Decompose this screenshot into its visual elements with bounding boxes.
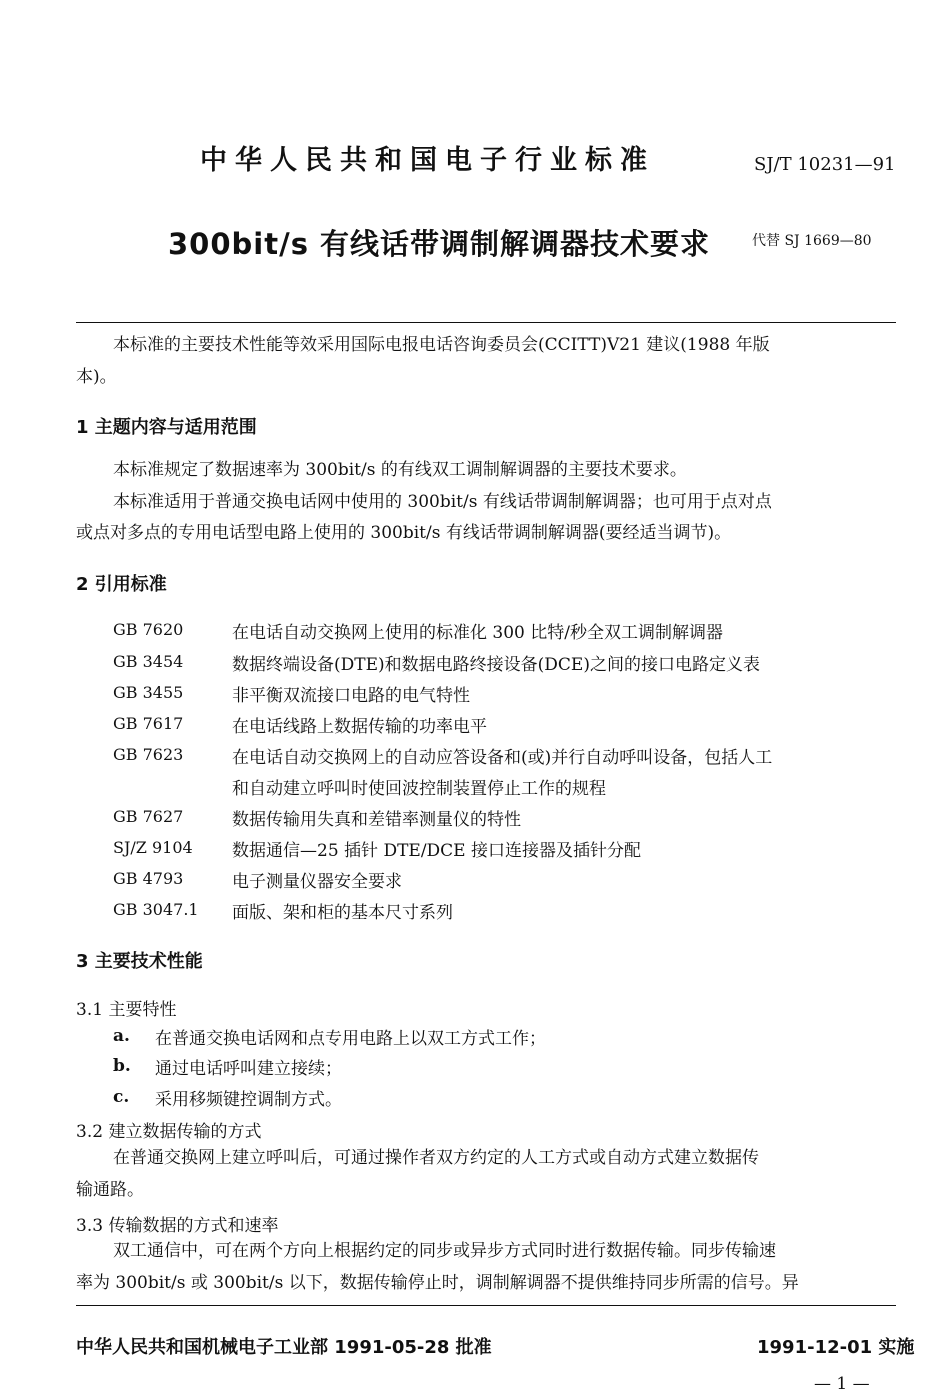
page-number: — 1 —	[814, 1374, 870, 1394]
section-1-para-2-line-1: 本标准适用于普通交换电话网中使用的 300bit/s 有线话带调制解调器；也可用于点对点	[113, 492, 772, 512]
ref-title: 在电话自动交换网上的自动应答设备和(或)并行自动呼叫设备，包括人工	[232, 748, 773, 768]
section-3-3-line-2: 率为 300bit/s 或 300bit/s 以下，数据传输停止时，调制解调器不提供维持同步所需的信号。异	[76, 1273, 799, 1293]
ref-code: GB 4793	[113, 869, 184, 888]
list-marker: c.	[113, 1087, 130, 1107]
ref-code: GB 3455	[113, 683, 184, 702]
section-3-2-line-1: 在普通交换网上建立呼叫后，可通过操作者双方约定的人工方式或自动方式建立数据传	[113, 1148, 759, 1168]
ref-title: 数据传输用失真和差错率测量仪的特性	[232, 810, 521, 830]
section-3-2-heading: 3.2 建立数据传输的方式	[76, 1122, 262, 1142]
section-3-heading: 3 主要技术性能	[76, 951, 203, 972]
ref-code: GB 7623	[113, 745, 184, 764]
section-2-heading: 2 引用标准	[76, 574, 167, 595]
list-item: 通过电话呼叫建立接续；	[155, 1059, 342, 1079]
section-3-3-heading: 3.3 传输数据的方式和速率	[76, 1216, 279, 1236]
ref-title: 数据通信—25 插针 DTE/DCE 接口连接器及插针分配	[232, 841, 641, 861]
list-item: 在普通交换电话网和点专用电路上以双工方式工作；	[155, 1029, 546, 1049]
ref-code: SJ/Z 9104	[113, 838, 193, 857]
ref-title: 数据终端设备(DTE)和数据电路终接设备(DCE)之间的接口电路定义表	[232, 655, 760, 675]
replaces-note: 代替 SJ 1669—80	[752, 233, 872, 249]
intro-line-1: 本标准的主要技术性能等效采用国际电报电话咨询委员会(CCITT)V21 建议(1988 年版	[113, 335, 770, 355]
header-rule	[76, 322, 896, 323]
ref-title: 在电话自动交换网上使用的标准化 300 比特/秒全双工调制解调器	[232, 623, 723, 643]
standard-code: SJ/T 10231—91	[754, 154, 896, 175]
effective-date: 1991-12-01 实施	[757, 1337, 915, 1358]
section-1-para-2-line-2: 或点对多点的专用电话型电路上使用的 300bit/s 有线话带调制解调器(要经适当调节)。	[76, 523, 732, 543]
ref-title: 非平衡双流接口电路的电气特性	[232, 686, 470, 706]
section-1-heading: 1 主题内容与适用范围	[76, 417, 257, 438]
document-title: 300bit/s 有线话带调制解调器技术要求	[168, 227, 711, 261]
list-item: 采用移频键控调制方式。	[155, 1090, 342, 1110]
ref-title: 电子测量仪器安全要求	[232, 872, 402, 892]
approval-note: 中华人民共和国机械电子工业部 1991-05-28 批准	[76, 1337, 492, 1358]
ref-code: GB 3047.1	[113, 900, 199, 919]
ref-code: GB 7627	[113, 807, 184, 826]
section-3-2-line-2: 输通路。	[76, 1180, 144, 1200]
list-marker: b.	[113, 1056, 131, 1076]
ref-code: GB 7620	[113, 620, 184, 639]
ref-code: GB 7617	[113, 714, 184, 733]
ref-code: GB 3454	[113, 652, 184, 671]
section-3-3-line-1: 双工通信中，可在两个方向上根据约定的同步或异步方式同时进行数据传输。同步传输速	[113, 1241, 776, 1261]
section-1-para-1: 本标准规定了数据速率为 300bit/s 的有线双工调制解调器的主要技术要求。	[113, 460, 687, 480]
section-3-1-heading: 3.1 主要特性	[76, 1000, 177, 1020]
standard-title: 中华人民共和国电子行业标准	[200, 145, 655, 176]
list-marker: a.	[113, 1026, 130, 1046]
ref-title: 面版、架和柜的基本尺寸系列	[232, 903, 453, 923]
ref-title: 在电话线路上数据传输的功率电平	[232, 717, 487, 737]
footer-rule	[76, 1305, 896, 1306]
ref-title-continued: 和自动建立呼叫时使回波控制装置停止工作的规程	[232, 779, 606, 799]
intro-line-2: 本)。	[76, 367, 117, 387]
